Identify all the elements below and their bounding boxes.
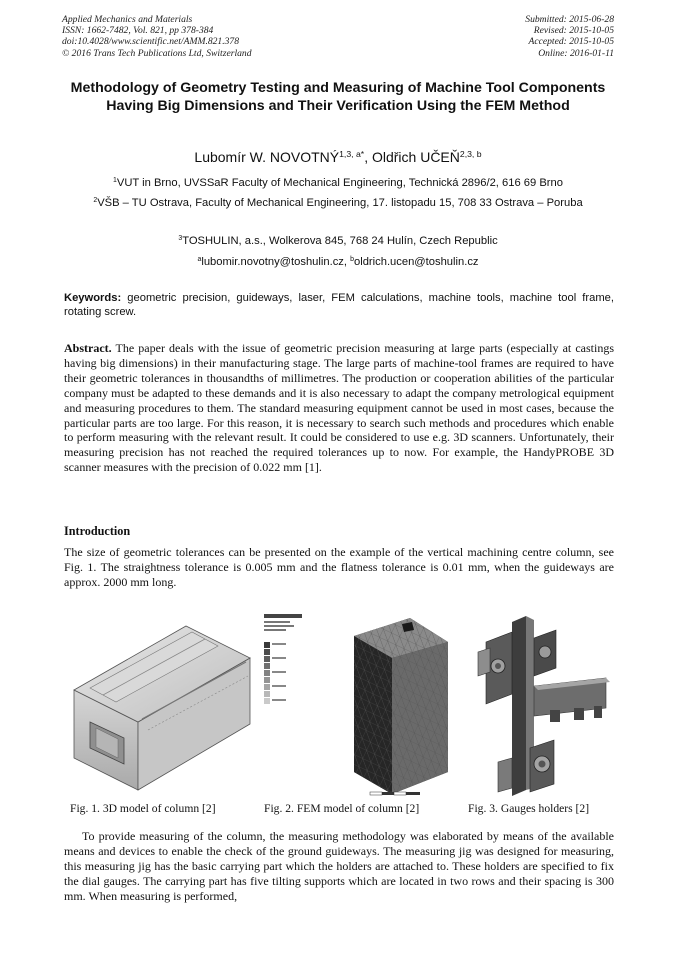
fem-legend-scale <box>264 642 286 704</box>
doi-line: doi:10.4028/www.scientific.net/AMM.821.378 <box>62 36 240 48</box>
figure-3-caption: Fig. 3. Gauges holders [2] <box>468 802 590 815</box>
email-a[interactable]: lubomir.novotny@toshulin.cz <box>201 256 344 268</box>
affiliation-2-text: VŠB – TU Ostrava, Faculty of Mechanical Engineering, 17. listopadu 15, 708 33 Ostrava – Poruba <box>97 197 583 209</box>
author-2-name: Oldřich UČEŇ <box>371 149 460 165</box>
affiliation-1 <box>70 176 606 191</box>
column-3d-image <box>68 618 254 796</box>
introduction-paragraph: The size of geometric tolerances can be presented on the example of the vertical machining centre column, see Fig. 1. The straightness tolerance is 0.005 mm and the flatness tolerance is 0.01 mm, when the guideways are approx. 2000 mm long. <box>64 545 614 589</box>
revised-date: Revised: 2015-10-05 <box>533 25 614 37</box>
figure-1-column-model <box>68 618 254 796</box>
keywords-label: Keywords: <box>64 292 122 304</box>
figure-1-caption: Fig. 1. 3D model of column [2] <box>70 802 216 815</box>
affiliation-3-sup: 3 <box>178 235 183 243</box>
author-emails <box>70 255 606 270</box>
submission-dates <box>525 14 614 59</box>
body-paragraph: To provide measuring of the column, the measuring methodology was elaborated by means of the available means and devices to enable the check of the ground guideways. The measuring jig was designed for measuring, this measuring jig has the basic carrying part which the holders are attached to. These holders are specified to fix the dial gauges. The carrying part has five tilting supports which are located in two rows and their spacing is 300 mm. When measuring is performed, <box>64 829 614 903</box>
accepted-date: Accepted: 2015-10-05 <box>528 36 614 48</box>
figure-3-gauge-holders <box>470 612 615 798</box>
introduction-heading: Introduction <box>64 524 131 538</box>
keywords-block <box>64 291 614 320</box>
copyright-line: © 2016 Trans Tech Publications Ltd, Switzerland <box>62 47 252 59</box>
author-1-sup: 1,3, a* <box>339 149 365 160</box>
keywords-text: geometric precision, guideways, laser, FEM calculations, machine tools, machine tool frame, rotating screw. <box>64 292 614 319</box>
affiliation-1-sup: 1 <box>113 177 117 185</box>
figure-2-fem-model <box>262 612 460 800</box>
email-b-sup: b <box>350 256 354 264</box>
journal-name: Applied Mechanics and Materials <box>62 14 193 25</box>
author-line <box>60 148 616 166</box>
author-2-sup: 2,3, b <box>459 149 482 160</box>
author-1-name: Lubomír W. NOVOTNÝ <box>194 149 340 165</box>
online-date: Online: 2016-01-11 <box>538 47 614 59</box>
email-a-sup: a <box>197 256 202 264</box>
affiliation-3-text: TOSHULIN, a.s., Wolkerova 845, 768 24 Hulín, Czech Republic <box>182 235 498 247</box>
gauge-holder-image <box>470 612 615 798</box>
fem-mesh-image <box>262 612 460 800</box>
figure-2-caption: Fig. 2. FEM model of column [2] <box>264 802 420 815</box>
issn-line: ISSN: 1662-7482, Vol. 821, pp 378-384 <box>62 25 214 37</box>
author-separator: , <box>364 149 372 165</box>
email-separator: , <box>343 256 351 268</box>
affiliation-3 <box>70 234 606 249</box>
abstract-text: The paper deals with the issue of geometric precision measuring at large parts (especially at castings having big dimensions) in their manufacturing stage. The large parts of machine-tool frames are required to have their geometric tolerances in thousandths of millimetres. The production or cooperation abilities of the particular company must be adapted to these demands and it is also necessary to adapt the company metrological equipment and measuring procedures to them. The standard measuring equipment cannot be used in most cases, because the particular parts are too large. For this reason, it is necessary to search such methods and procedures which enable to perform measuring with the relevant result. It could be considered to use e.g. 3D scanners. Unfortunately, their measuring precision has not reached the required tolerances up to now. For example, the HandyPROBE 3D scanner measures with the precision of 0.022 mm [1]. <box>64 341 614 475</box>
journal-info <box>62 14 252 59</box>
abstract-label: Abstract. <box>64 341 112 355</box>
paper-title: Methodology of Geometry Testing and Measuring of Machine Tool Components Having Big Dimensions and Their Verification Using the FEM Method <box>70 80 606 114</box>
affiliation-2 <box>70 196 606 211</box>
affiliation-2-sup: 2 <box>93 197 98 205</box>
abstract-block <box>64 341 614 475</box>
affiliation-1-text: VUT in Brno, UVSSaR Faculty of Mechanical Engineering, Technická 2896/2, 616 69 Brno <box>116 177 563 189</box>
submitted-date: Submitted: 2015-06-28 <box>525 14 614 25</box>
email-b[interactable]: oldrich.ucen@toshulin.cz <box>353 256 479 268</box>
